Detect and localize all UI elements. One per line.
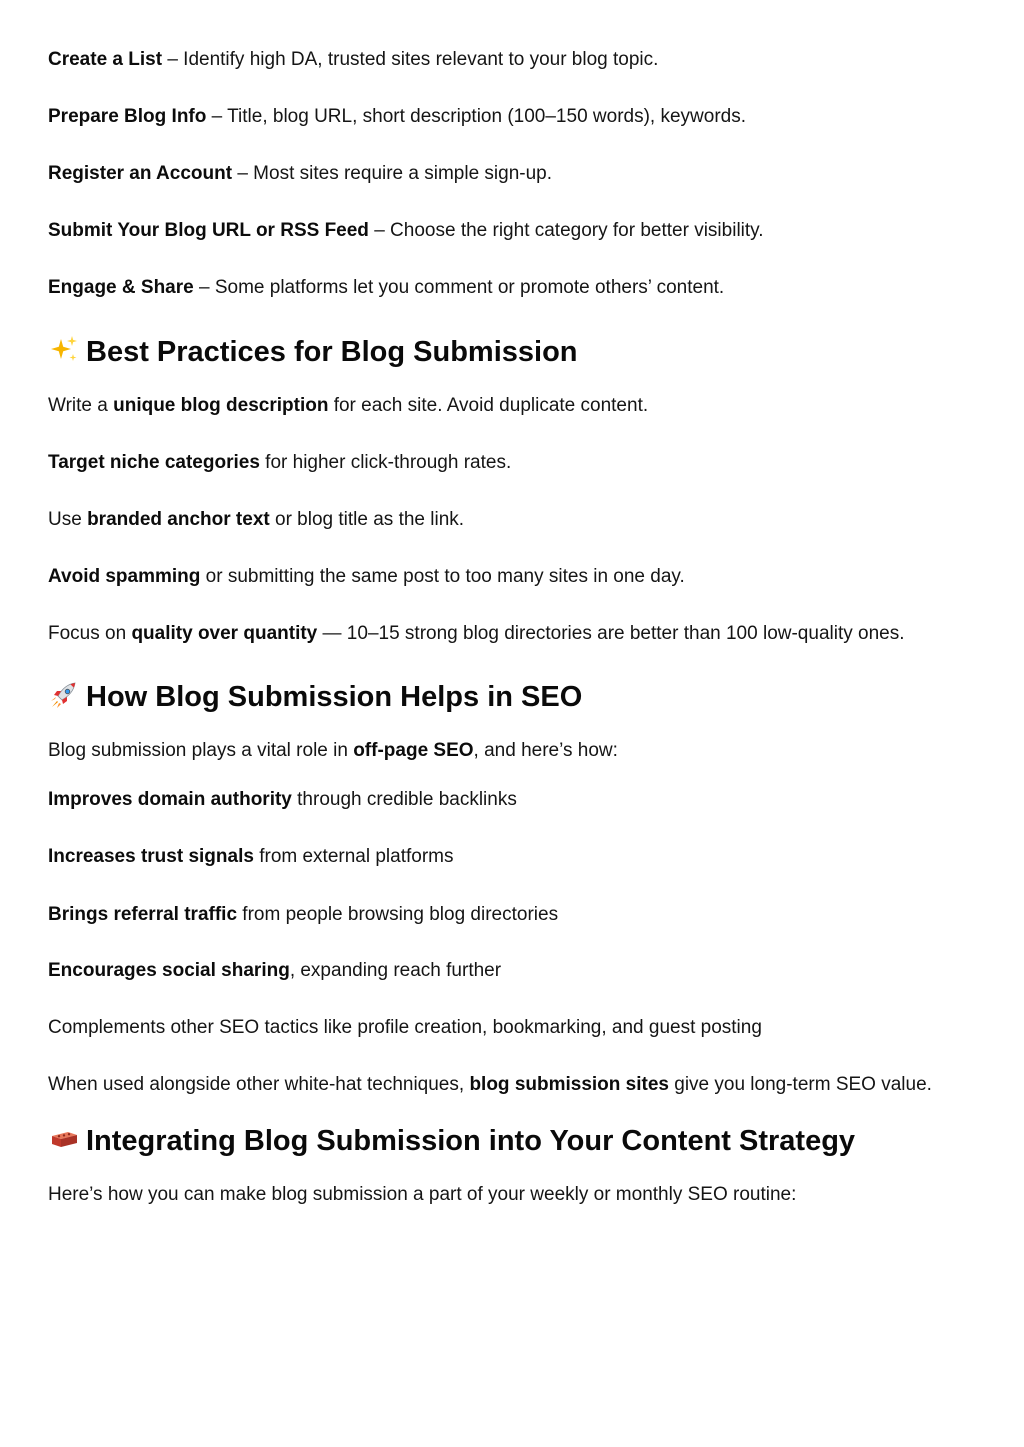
rocket-icon bbox=[48, 679, 80, 711]
step-text: – Some platforms let you comment or promote others’ content. bbox=[193, 277, 725, 298]
text-bold: Brings referral traffic bbox=[48, 904, 238, 925]
text-pre: Use bbox=[48, 509, 88, 530]
practice-unique-description bbox=[48, 394, 648, 418]
seo-closing bbox=[48, 1073, 932, 1097]
sparkles-icon bbox=[48, 334, 80, 366]
step-text: – Identify high DA, trusted sites relevant to your blog topic. bbox=[162, 49, 659, 70]
text-post: give you long-term SEO value. bbox=[668, 1074, 932, 1095]
text-bold: quality over quantity bbox=[131, 623, 318, 644]
seo-benefit-domain-authority bbox=[48, 788, 517, 812]
seo-intro bbox=[48, 739, 618, 763]
seo-benefit-complements-tactics bbox=[48, 1016, 762, 1040]
step-create-list bbox=[48, 48, 658, 72]
text-bold: off-page SEO bbox=[353, 740, 474, 761]
step-submit-url bbox=[48, 219, 764, 243]
heading-text: Integrating Blog Submission into Your Content Strategy bbox=[86, 1125, 856, 1157]
heading-text: How Blog Submission Helps in SEO bbox=[86, 681, 583, 713]
step-title: Register an Account bbox=[48, 163, 233, 184]
text-bold: blog submission sites bbox=[469, 1074, 669, 1095]
step-text: – Title, blog URL, short description (100–150 words), keywords. bbox=[206, 106, 747, 127]
text-post: from people browsing blog directories bbox=[237, 904, 559, 925]
practice-niche-categories bbox=[48, 451, 511, 475]
text-pre: Focus on bbox=[48, 623, 132, 644]
step-prepare-info bbox=[48, 105, 746, 129]
text-post: — 10–15 strong blog directories are better than 100 low-quality ones. bbox=[317, 623, 905, 644]
step-title: Submit Your Blog URL or RSS Feed bbox=[48, 220, 369, 241]
seo-benefit-social-sharing bbox=[48, 959, 501, 983]
seo-benefit-referral-traffic bbox=[48, 903, 558, 927]
text-bold: Target niche categories bbox=[48, 452, 260, 473]
text-post: from external platforms bbox=[253, 846, 454, 867]
step-text: – Choose the right category for better visibility. bbox=[368, 220, 764, 241]
step-engage-share bbox=[48, 276, 724, 300]
text-pre: When used alongside other white-hat techniques, bbox=[48, 1074, 470, 1095]
text-post: for each site. Avoid duplicate content. bbox=[328, 395, 649, 416]
step-text: – Most sites require a simple sign-up. bbox=[232, 163, 553, 184]
step-title: Prepare Blog Info bbox=[48, 106, 207, 127]
practice-anchor-text bbox=[48, 508, 464, 532]
practice-quality-over-quantity bbox=[48, 622, 905, 646]
text-bold: Encourages social sharing bbox=[48, 960, 290, 981]
step-register-account bbox=[48, 162, 552, 186]
text-pre: Complements other SEO tactics like profile creation, bookmarking, and guest posting bbox=[48, 1017, 762, 1038]
text-bold: Improves domain authority bbox=[48, 789, 292, 810]
text-pre: Write a bbox=[48, 395, 114, 416]
brick-icon bbox=[48, 1123, 80, 1155]
text-post: through credible backlinks bbox=[291, 789, 517, 810]
step-title: Create a List bbox=[48, 49, 163, 70]
strategy-intro: Here’s how you can make blog submission a part of your weekly or monthly SEO routine: bbox=[48, 1184, 797, 1205]
seo-benefit-trust-signals bbox=[48, 845, 454, 869]
text-post: , expanding reach further bbox=[289, 960, 502, 981]
practice-avoid-spamming bbox=[48, 565, 685, 589]
best-practices-heading bbox=[48, 334, 578, 370]
heading-text: Best Practices for Blog Submission bbox=[86, 336, 578, 368]
strategy-heading bbox=[48, 1123, 855, 1159]
text-post: or submitting the same post to too many sites in one day. bbox=[200, 566, 685, 587]
text-bold: Avoid spamming bbox=[48, 566, 201, 587]
text-pre: Blog submission plays a vital role in bbox=[48, 740, 354, 761]
text-post: or blog title as the link. bbox=[269, 509, 465, 530]
text-post: for higher click-through rates. bbox=[259, 452, 512, 473]
text-bold: branded anchor text bbox=[87, 509, 270, 530]
seo-help-heading bbox=[48, 679, 582, 715]
text-bold: unique blog description bbox=[113, 395, 329, 416]
text-bold: Increases trust signals bbox=[48, 846, 254, 867]
text-post: , and here’s how: bbox=[473, 740, 618, 761]
step-title: Engage & Share bbox=[48, 277, 194, 298]
